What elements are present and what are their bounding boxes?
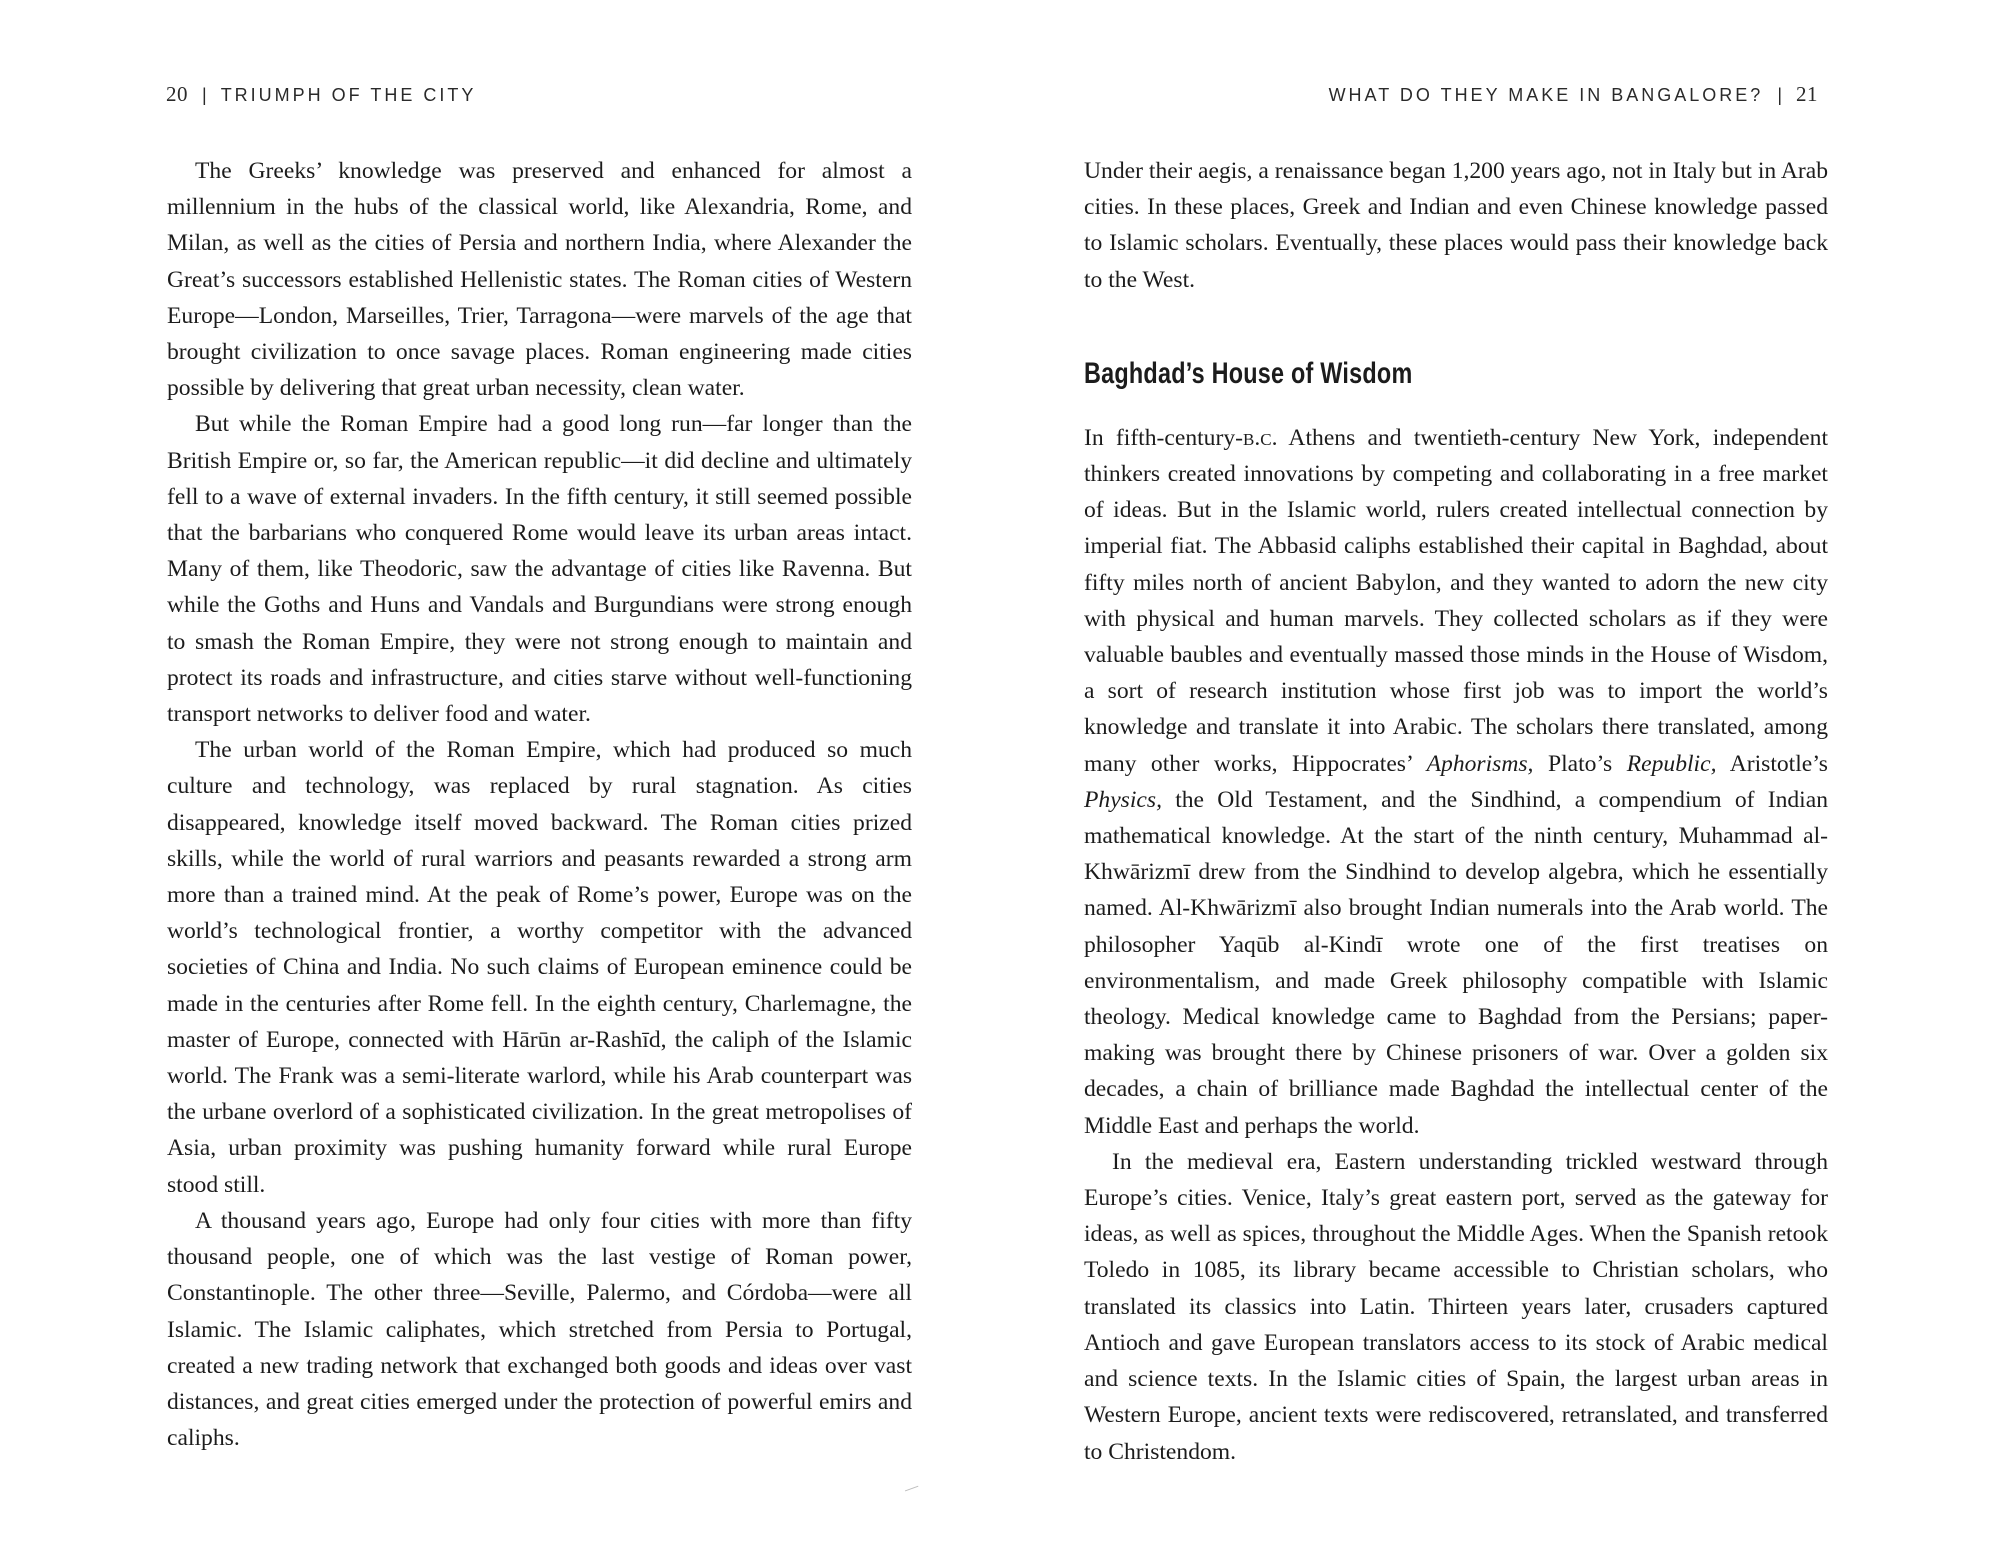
section-heading: Baghdad’s House of Wisdom [1084, 356, 1413, 390]
text-run: Plato’s [1533, 750, 1627, 777]
text-run: In fifth-century- [1084, 424, 1243, 451]
right-page-number: 21 [1796, 82, 1818, 106]
left-running-title: TRIUMPH OF THE CITY [220, 85, 477, 105]
book-title: Republic, [1626, 750, 1717, 777]
text-run: the Old Testament, and the Sindhind, a compendium of Indian mathematical knowledge. At the start of the ninth century, Muhammad al-Khwārizmī drew from the Sindhind to develop algebra, which he essentially named. Al-Khwārizmī also brought Indian numerals into the Arab world. The philosopher Yaqūb al-Kindī wrote one of the first treatises on environmentalism, and made Greek philosophy compatible with Islamic theology. Medical knowledge came to Baghdad from the Persians; paper-making was brought there by Chinese prisoners of war. Over a golden six decades, a chain of brilliance made Baghdad the intellectual center of the Middle East and perhaps the world. [1084, 786, 1828, 1139]
head-separator: | [202, 85, 207, 105]
right-body-text [1084, 153, 1828, 1470]
right-running-head [1329, 82, 1818, 107]
right-page [1000, 0, 2000, 1542]
paragraph: A thousand years ago, Europe had only four cities with more than fifty thousand people, one of which was the last vestige of Roman power, Constantinople. The other three—Seville, Palermo, and Córdoba—were all Islamic. The Islamic caliphates, which stretched from Persia to Portugal, created a new trading network that exchanged both goods and ideas over vast distances, and great cities emerged under the protection of powerful emirs and caliphs. [167, 1207, 912, 1452]
paragraph [1084, 420, 1828, 1144]
text-run: Athens and twentieth-century New York, independent thinkers created innovations by competing and collaborating in a free market of ideas. But in the Islamic world, rulers created intellectual connection by imperial fiat. The Abbasid caliphs established their capital in Baghdad, about fifty miles north of ancient Babylon, and they wanted to adorn the new city with physical and human marvels. They collected scholars as if they were valuable baubles and eventually massed those minds in the House of Wisdom, a sort of research institution whose first job was to import the world’s knowledge and translate it into Arabic. The scholars there translated, among many other works, Hippocrates’ [1084, 424, 1829, 777]
paragraph: But while the Roman Empire had a good long run—far longer than the British Empire or, so far, the American republic—it did decline and ultimately fell to a wave of external invaders. In the fifth century, it still seemed possible that the barbarians who conquered Rome would leave its urban areas intact. Many of them, like Theodoric, saw the advantage of cities like Ravenna. But while the Goths and Huns and Vandals and Burgundians were strong enough to smash the Roman Empire, they were not strong enough to maintain and protect its roads and infrastructure, and cities starve without well-functioning transport networks to deliver food and water. [167, 411, 912, 728]
right-running-title: WHAT DO THEY MAKE IN BANGALORE? [1328, 85, 1764, 105]
book-title: Aphorisms, [1426, 750, 1534, 777]
left-running-head [166, 82, 476, 107]
left-page-number: 20 [166, 82, 188, 106]
book-title: Physics, [1084, 786, 1162, 813]
left-body-text [167, 153, 912, 1456]
paragraph: The Greeks’ knowledge was preserved and enhanced for almost a millennium in the hubs of the classical world, like Alexandria, Rome, and Milan, as well as the cities of Persia and northern India, where Alexander the Great’s successors established Hellenistic states. The Roman cities of Western Europe—London, Marseilles, Trier, Tarragona—were marvels of the age that brought civilization to once savage places. Roman engineering made cities possible by delivering that great urban necessity, clean water. [167, 158, 912, 402]
paragraph: In the medieval era, Eastern understanding trickled westward through Europe’s cities. Venice, Italy’s great eastern port, served as the gateway for ideas, as well as spices, throughout the Middle Ages. When the Spanish retook Toledo in 1085, its library became accessible to Christian scholars, who translated its classics into Latin. Thirteen years later, crusaders captured Antioch and gave European translators access to its stock of Arabic medical and science texts. In the Islamic cities of Spain, the largest urban areas in Western Europe, ancient texts were rediscovered, retranslated, and transferred to Christendom. [1084, 1148, 1828, 1465]
paragraph: The urban world of the Roman Empire, which had produced so much culture and technology, was replaced by rural stagnation. As cities disappeared, knowledge itself moved backward. The Roman cities prized skills, while the world of rural warriors and peasants rewarded a strong arm more than a trained mind. At the peak of Rome’s power, Europe was on the world’s technological frontier, a worthy competitor with the advanced societies of China and India. No such claims of European eminence could be made in the centuries after Rome fell. In the eighth century, Charlemagne, the master of Europe, connected with Hārūn ar-Rashīd, the caliph of the Islamic world. The Frank was a semi-literate warlord, while his Arab counterpart was the urbane overlord of a sophisticated civilization. In the great metropolises of Asia, urban proximity was pushing humanity forward while rural Europe stood still. [167, 737, 912, 1198]
paragraph: Under their aegis, a renaissance began 1,200 years ago, not in Italy but in Arab cities. In these places, Greek and Indian and even Chinese knowledge passed to Islamic scholars. Eventually, these places would pass their knowledge back to the West. [1084, 158, 1828, 293]
era-abbreviation: b.c. [1243, 424, 1278, 451]
print-mark [905, 1486, 919, 1494]
text-run: Aristotle’s [1716, 750, 1828, 777]
head-separator: | [1777, 85, 1782, 105]
